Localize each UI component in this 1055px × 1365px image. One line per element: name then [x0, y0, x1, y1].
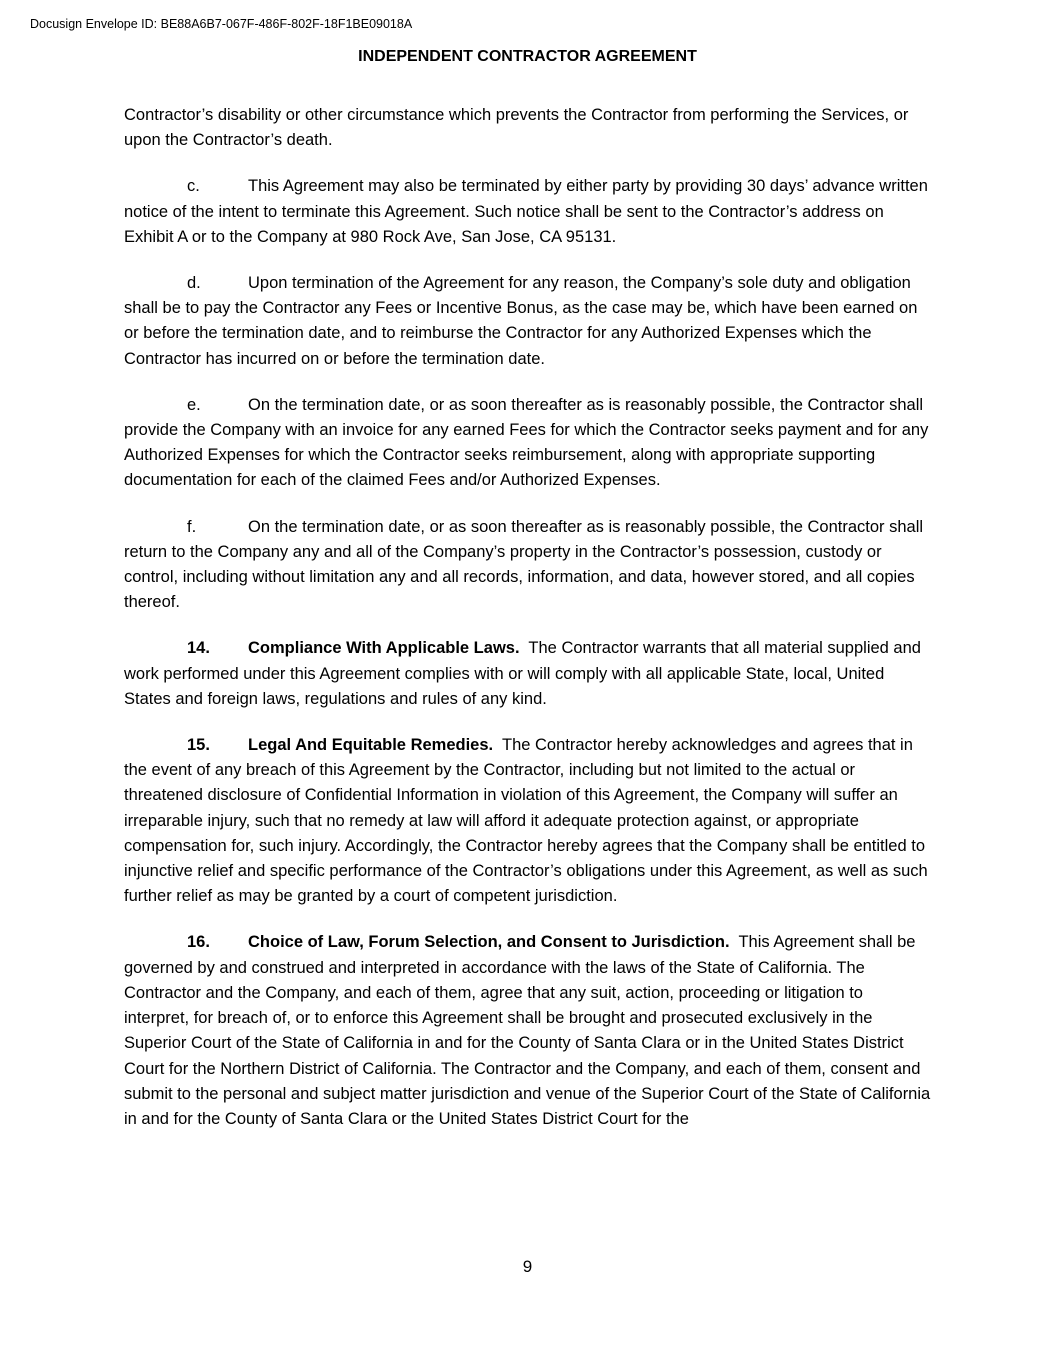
document-body	[124, 103, 932, 1153]
section-heading: Legal And Equitable Remedies.	[248, 736, 494, 755]
section-heading: Compliance With Applicable Laws.	[248, 639, 520, 658]
paragraph-continuation	[124, 103, 932, 153]
section-number: 16.	[187, 933, 210, 952]
paragraph-label: c.	[187, 177, 200, 196]
section-text: The Contractor warrants that all material supplied and work performed under this Agreement complies with or will comply with all applicable State, local, United States and foreign laws, regulations and rules of any kind.	[124, 639, 921, 708]
section-text: The Contractor hereby acknowledges and agrees that in the event of any breach of this Agreement by the Contractor, including but not limited to the actual or threatened disclosure of Confidential Information in violation of this Agreement, the Company will suffer an irreparable injury, such that no remedy at law will afford it adequate protection against, or appropriate compensation for, such injury. Accordingly, the Contractor hereby agrees that the Company shall be entitled to injunctive relief and specific performance of the Contractor’s obligations under this Agreement, as well as such further relief as may be granted by a court of competent jurisdiction.	[124, 736, 928, 906]
paragraph-f	[124, 515, 932, 616]
section-number: 15.	[187, 736, 210, 755]
section-15	[124, 733, 932, 909]
paragraph-label: d.	[187, 274, 201, 293]
paragraph-text: Upon termination of the Agreement for any reason, the Company’s sole duty and obligation shall be to pay the Contractor any Fees or Incentive Bonus, as the case may be, which have been earned on or before the termination date, and to reimburse the Contractor for any Authorized Expenses which the Contractor has incurred on or before the termination date.	[124, 274, 918, 368]
section-number: 14.	[187, 639, 210, 658]
paragraph-text: Contractor’s disability or other circumstance which prevents the Contractor from performing the Services, or upon the Contractor’s death.	[124, 106, 909, 150]
section-14	[124, 636, 932, 712]
section-text: This Agreement shall be governed by and construed and interpreted in accordance with the laws of the State of California. The Contractor and the Company, and each of them, agree that any suit, action, proceeding or litigation to interpret, for breach of, or to enforce this Agreement shall be brought and prosecuted exclusively in the Superior Court of the State of California in and for the County of Santa Clara or in the United States District Court for the Northern District of California. The Contractor and the Company, and each of them, consent and submit to the personal and subject matter jurisdiction and venue of the Superior Court of the State of California in and for the County of Santa Clara or the United States District Court for the	[124, 933, 931, 1128]
paragraph-label: f.	[187, 517, 197, 536]
paragraph-label: e.	[187, 395, 201, 414]
paragraph-e	[124, 393, 932, 494]
docusign-envelope-id: Docusign Envelope ID: BE88A6B7-067F-486F-802F-18F1BE09018A	[30, 17, 413, 31]
page-title: INDEPENDENT CONTRACTOR AGREEMENT	[358, 48, 697, 65]
paragraph-c	[124, 174, 932, 250]
page-number: 9	[522, 1257, 533, 1276]
paragraph-text: This Agreement may also be terminated by either party by providing 30 days’ advance written notice of the intent to terminate this Agreement. Such notice shall be sent to the Contractor’s address on Exhibit A or to the Company at 980 Rock Ave, San Jose, CA 95131.	[124, 177, 928, 246]
paragraph-text: On the termination date, or as soon thereafter as is reasonably possible, the Contractor shall return to the Company any and all of the Company’s property in the Contractor’s possession, custody or control, including without limitation any and all records, information, and data, however stored, and all copies thereof.	[124, 517, 924, 612]
paragraph-text: On the termination date, or as soon thereafter as is reasonably possible, the Contractor shall provide the Company with an invoice for any earned Fees for which the Contractor seeks payment and for any Authorized Expenses for which the Contractor seeks reimbursement, along with appropriate supporting documentation for each of the claimed Fees and/or Authorized Expenses.	[124, 395, 929, 490]
section-heading: Choice of Law, Forum Selection, and Consent to Jurisdiction.	[248, 933, 730, 952]
paragraph-d	[124, 271, 932, 372]
section-16	[124, 930, 932, 1132]
